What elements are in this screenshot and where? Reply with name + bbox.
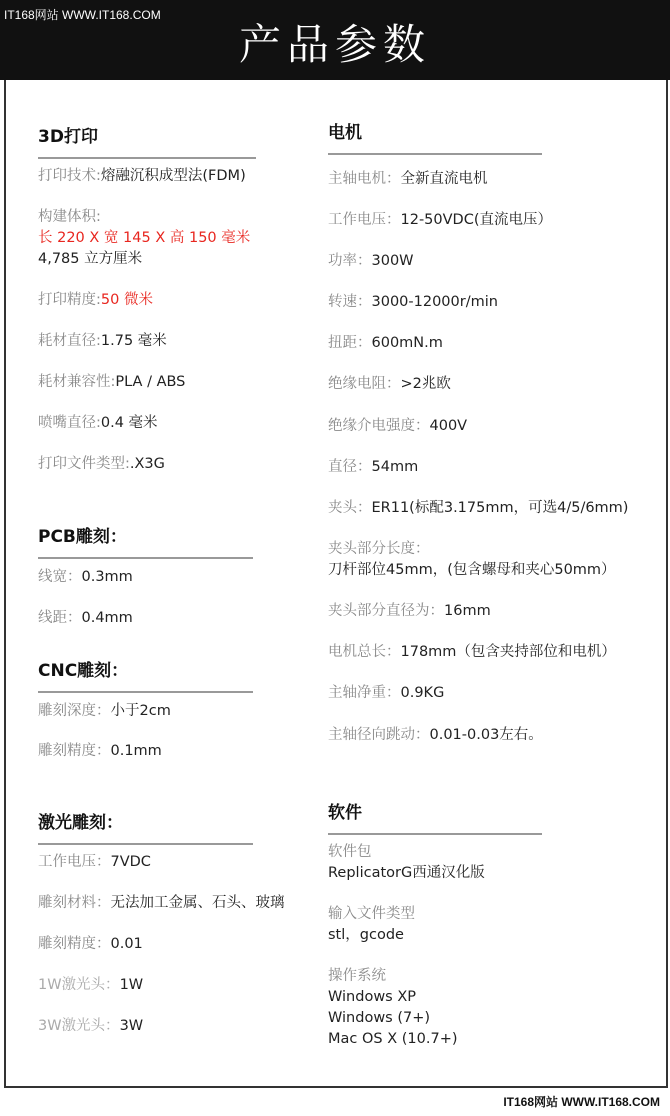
spec-print-tech: 打印技术:熔融沉积成型法(FDM) [38, 168, 246, 184]
section-rule [38, 843, 253, 845]
watermark-bottom: IT168网站 WWW.IT168.COM [503, 1095, 660, 1109]
spec-software-package: 软件包 ReplicatorG西通汉化版 [328, 844, 485, 881]
section-title: 电机 [328, 123, 362, 143]
watermark-top: IT168网站 WWW.IT168.COM [4, 8, 161, 22]
spec-build-volume: 构建体积: 长 220 X 宽 145 X 高 150 毫米 4,785 立方厘米 [38, 209, 251, 267]
section-pcb [38, 522, 253, 559]
spec-motor-power: 功率：300W [328, 253, 414, 269]
spec-laser-head-3w: 3W激光头：3W [38, 1018, 144, 1034]
spec-dielectric-strength: 绝缘介电强度：400V [328, 418, 468, 434]
spec-engrave-precision: 雕刻精度：0.1mm [38, 743, 162, 759]
section-rule [328, 153, 542, 155]
content-frame [4, 80, 668, 1088]
spec-line-width: 线宽：0.3mm [38, 569, 133, 585]
section-title: 激光雕刻： [38, 813, 123, 833]
section-title: CNC雕刻： [38, 661, 129, 681]
spec-input-file-type: 输入文件类型 stl，gcode [328, 906, 415, 943]
spec-file-type: 打印文件类型:.X3G [38, 456, 165, 472]
page-title: 产品参数 [238, 20, 431, 69]
spec-line-pitch: 线距：0.4mm [38, 610, 133, 626]
spec-chuck-length: 夹头部分长度： 刀杆部位45mm，(包含螺母和夹心50mm） [328, 541, 616, 578]
spec-motor-torque: 扭距：600mN.m [328, 335, 443, 351]
section-3d-printing [38, 122, 256, 159]
section-laser [38, 808, 253, 845]
section-title: 软件 [328, 803, 362, 823]
spec-chuck-diameter: 夹头部分直径为：16mm [328, 603, 491, 619]
spec-operating-system: 操作系统 Windows XP Windows (7+) Mac OS X (10.7+) [328, 968, 458, 1047]
section-software [328, 798, 542, 835]
section-cnc [38, 656, 253, 693]
spec-spindle-runout: 主轴径向跳动：0.01-0.03左右。 [328, 727, 543, 743]
section-motor [328, 118, 542, 155]
spec-engrave-depth: 雕刻深度：小于2cm [38, 703, 171, 719]
spec-print-precision: 打印精度:50 微米 [38, 292, 153, 308]
spec-laser-precision: 雕刻精度：0.01 [38, 936, 143, 952]
spec-filament-compat: 耗材兼容性:PLA / ABS [38, 374, 186, 390]
section-title: 3D打印 [38, 127, 98, 147]
section-rule [328, 833, 542, 835]
spec-motor-voltage: 工作电压：12-50VDC(直流电压） [328, 212, 552, 228]
spec-laser-material: 雕刻材料：无法加工金属、石头、玻璃 [38, 895, 285, 911]
header-bar [0, 0, 670, 80]
spec-laser-voltage: 工作电压：7VDC [38, 854, 151, 870]
spec-spindle-motor: 主轴电机：全新直流电机 [328, 171, 488, 187]
spec-filament-diameter: 耗材直径:1.75 毫米 [38, 333, 167, 349]
spec-insulation-resistance: 绝缘电阻：>2兆欧 [328, 376, 451, 392]
spec-motor-diameter: 直径：54mm [328, 459, 419, 475]
section-title: PCB雕刻： [38, 527, 127, 547]
spec-nozzle-diameter: 喷嘴直径:0.4 毫米 [38, 415, 158, 431]
section-rule [38, 557, 253, 559]
spec-motor-total-length: 电机总长：178mm（包含夹持部位和电机） [328, 644, 616, 660]
spec-laser-head-1w: 1W激光头：1W [38, 977, 144, 993]
section-rule [38, 691, 253, 693]
spec-motor-speed: 转速：3000-12000r/min [328, 294, 498, 310]
spec-chuck: 夹头：ER11(标配3.175mm，可选4/5/6mm) [328, 500, 629, 516]
section-rule [38, 157, 256, 159]
spec-spindle-weight: 主轴净重：0.9KG [328, 685, 445, 701]
